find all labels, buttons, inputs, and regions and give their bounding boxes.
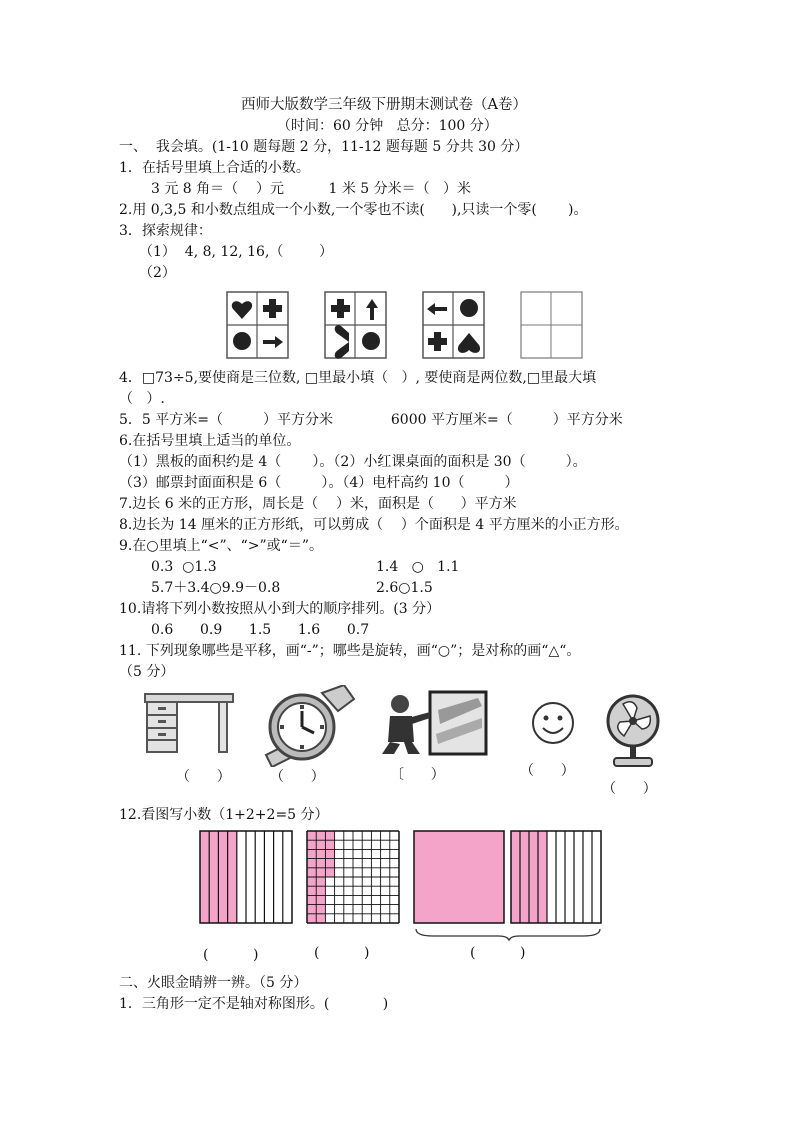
section-2-heading: 二、火眼金睛辨一辨。（5 分） — [119, 975, 308, 991]
pattern-grid-2 — [325, 292, 386, 359]
q11-stem: 11. 下列现象哪些是平移，画“-”；哪些是旋转，画“○”；是对称的画“△“。 — [119, 643, 581, 659]
q11-blank-desk[interactable]: （ ） — [176, 769, 231, 785]
q7-text: 7.边长 6 米的正方形，周长是（ ）米，面积是（ ）平方米 — [119, 496, 517, 512]
q11-blank-fan[interactable]: （ ） — [602, 781, 657, 797]
q9-a: 0.3 ○1.3 — [151, 559, 217, 575]
shaded-cell — [316, 895, 325, 904]
shaded-cell — [316, 914, 325, 923]
q11-blank-smiley[interactable]: （ ） — [520, 763, 575, 779]
shaded-cell — [316, 859, 325, 868]
shaded-cell — [325, 831, 334, 840]
q4-line2: （ ）. — [119, 391, 165, 407]
shaded-cell — [316, 849, 325, 858]
q9-d: 2.6○1.5 — [376, 580, 433, 596]
shaded-cell — [325, 868, 334, 877]
section2-q1: 1．三角形一定不是轴对称图形。( ) — [119, 996, 389, 1012]
q2-text: 2.用 0,3,5 和小数点组成一个小数,一个零也不读( ),只读一个零( )。 — [119, 202, 588, 218]
q9-b: 1.4 ○ 1.1 — [376, 559, 460, 575]
shaded-cell — [316, 868, 325, 877]
shaded-cell — [316, 877, 325, 886]
shaded-cell — [307, 840, 316, 849]
pattern-grid-3 — [423, 292, 484, 358]
shaded-cell — [325, 859, 334, 868]
shaded-cell — [316, 886, 325, 895]
q12-blank-2[interactable]: ( ) — [314, 945, 370, 961]
page-subtitle: （时间：60 分钟 总分：100 分） — [277, 118, 498, 134]
q12-fig2-hundredths — [306, 830, 400, 926]
shaded-cell — [307, 895, 316, 904]
watch-illustration — [258, 685, 356, 767]
pattern-grid-answer — [521, 292, 582, 358]
q6-line2: （3）邮票封面面积是 6（ ）。（4）电杆高约 10（ ） — [119, 475, 519, 491]
shaded-cell — [316, 905, 325, 914]
q3-stem: 3．探索规律： — [119, 223, 212, 239]
shaded-cell — [307, 831, 316, 840]
shaded-cell — [307, 849, 316, 858]
window-pushing-illustration — [378, 690, 488, 756]
circle-icon — [233, 332, 251, 350]
q11-blank-window[interactable]: 〔 ） — [390, 767, 445, 783]
shaded-cell — [307, 886, 316, 895]
q10-numbers: 0.6 0.9 1.5 1.6 0.7 — [151, 622, 370, 638]
q11-blank-watch[interactable]: （ ） — [270, 769, 325, 785]
q8-text: 8.边长为 14 厘米的正方形纸，可以剪成（ ）个面积是 4 平方厘米的小正方形。 — [119, 517, 629, 533]
shaded-cell — [325, 840, 334, 849]
q11-points: （5 分） — [119, 664, 175, 680]
brace — [416, 929, 600, 940]
q9-stem: 9.在○里填上“<”、“>”或“＝”。 — [119, 538, 323, 554]
pattern-grid-1 — [227, 292, 288, 358]
q9-c: 5.7＋3.4○9.9－0.8 — [151, 580, 281, 596]
q12-blank-3[interactable]: ( ) — [470, 945, 526, 961]
q12-fig3-one-and-tenths — [413, 830, 603, 942]
shaded-cell — [307, 868, 316, 877]
circle-icon — [460, 299, 478, 317]
q10-stem: 10.请将下列小数按照从小到大的顺序排列。(3 分） — [119, 601, 441, 617]
shaded-cell — [307, 905, 316, 914]
q12-stem: 12.看图写小数（1+2+2=5 分） — [119, 807, 329, 823]
shaded-cell — [325, 849, 334, 858]
circle-icon — [362, 332, 380, 350]
q12-blank-1[interactable]: ( ) — [203, 947, 259, 963]
desk-illustration — [143, 690, 235, 754]
q6-line1: （1）黑板的面积约是 4（ ）。（2）小红课桌面的面积是 30（ ）。 — [119, 454, 587, 470]
shaded-cell — [316, 840, 325, 849]
q1-line: 3 元 8 角＝（ ）元 1 米 5 分米＝（ ）米 — [151, 181, 471, 197]
q3-part2: （2） — [139, 265, 176, 281]
page-title: 西师大版数学三年级下册期末测试卷（A卷） — [241, 97, 527, 113]
electric-fan-illustration — [604, 694, 662, 770]
pattern-grids — [225, 290, 585, 360]
shaded-cell — [307, 877, 316, 886]
q3-part1: （1） 4, 8, 12, 16,（ ） — [139, 244, 334, 260]
section-1-heading: 一、 我会填。(1-10 题每题 2 分，11-12 题每题 5 分共 30 分） — [119, 139, 529, 155]
q5-text: 5．5 平方米=（ ）平方分米 6000 平方厘米=（ ）平方分米 — [119, 412, 623, 428]
q4-line1: 4．□73÷5,要使商是三位数, □里最小填（ ）, 要使商是两位数,□里最大填 — [119, 370, 597, 386]
q12-fig1-tenths — [199, 830, 293, 926]
shaded-cell — [307, 914, 316, 923]
shaded-cell — [316, 831, 325, 840]
q1-stem: 1．在括号里填上合适的小数。 — [119, 160, 310, 176]
q6-stem: 6.在括号里填上适当的单位。 — [119, 433, 301, 449]
shaded-whole — [414, 831, 504, 923]
smiley-face-illustration — [530, 700, 576, 746]
shaded-cell — [307, 859, 316, 868]
